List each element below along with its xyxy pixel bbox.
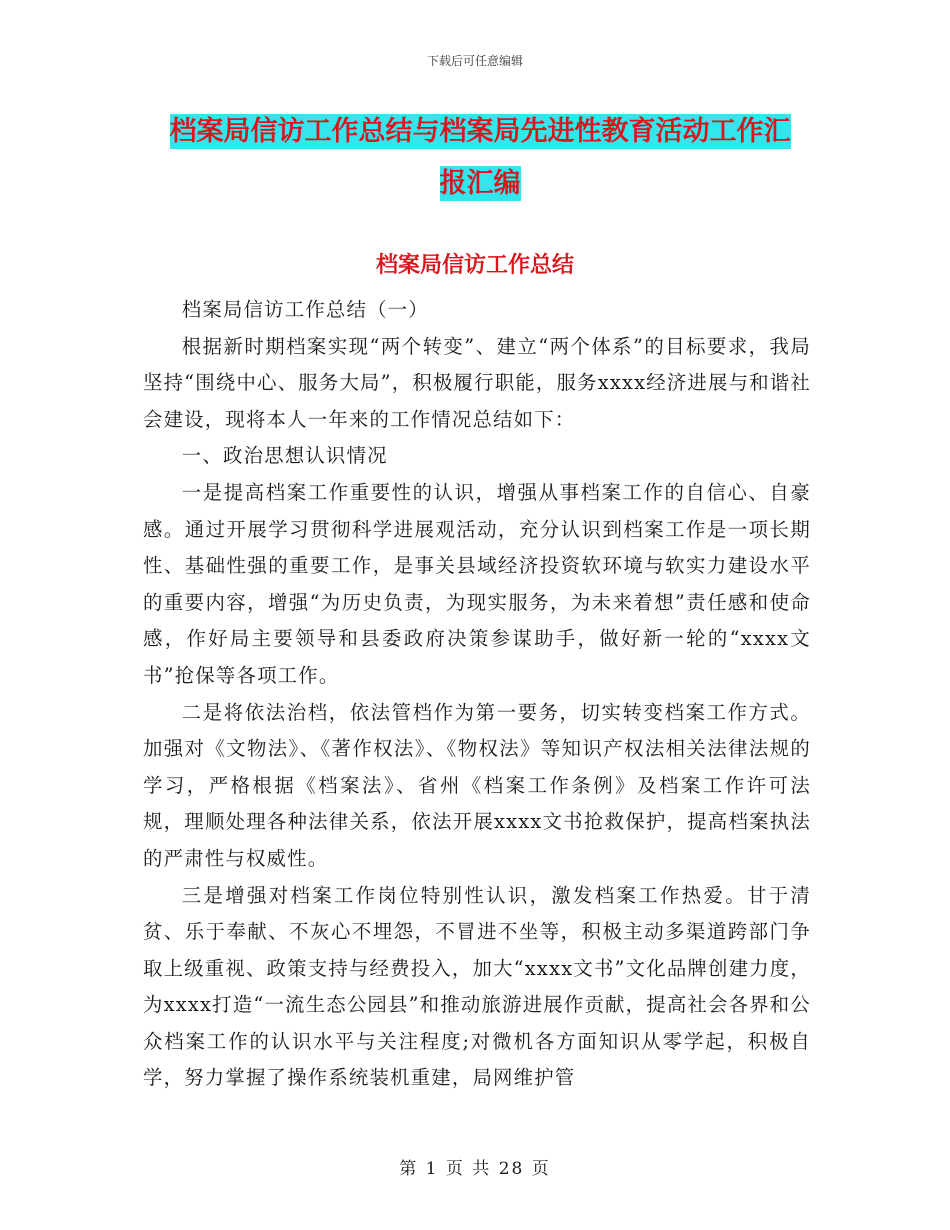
- document-body: [143, 292, 811, 1097]
- paragraph-point-one: 一是提高档案工作重要性的认识，增强从事档案工作的自信心、自豪感。通过开展学习贯彻科学进展观活动，充分认识到档案工作是一项长期性、基础性强的重要工作，是事关县域经济投资软环境与软实力建设水平的重要内容，增强“为历史负责，为现实服务，为未来着想”责任感和使命感，作好局主要领导和县委政府决策参谋助手，做好新一轮的“xxxx文书”抢保等各项工作。: [143, 480, 811, 687]
- section-title: 档案局信访工作总结: [375, 253, 574, 278]
- paragraph-point-two: 二是将依法治档，依法管档作为第一要务，切实转变档案工作方式。加强对《文物法》、《著作权法》、《物权法》等知识产权法相关法律法规的学习，严格根据《档案法》、省州《档案工作条例》及档案工作许可法规，理顺处理各种法律关系，依法开展xxxx文书抢救保护，提高档案执法的严肃性与权威性。: [143, 700, 811, 870]
- paragraph-intro: 根据新时期档案实现“两个转变”、建立“两个体系”的目标要求，我局坚持“围绕中心、服务大局”，积极履行职能，服务xxxx经济进展与和谐社会建设，现将本人一年来的工作情况总结如下：: [143, 334, 811, 431]
- title-line-2: 报汇编: [439, 168, 521, 199]
- paragraph-point-three: 三是增强对档案工作岗位特别性认识，激发档案工作热爱。甘于清贫、乐于奉献、不灰心不埋怨，不冒进不坐等，积极主动多渠道跨部门争取上级重视、政策支持与经费投入，加大“xxxx文书”文化品牌创建力度，为xxxx打造“一流生态公园县”和推动旅游进展作贡献，提高社会各界和公众档案工作的认识水平与关注程度;对微机各方面知识从零学起，积极自学，努力掌握了操作系统装机重建，局网维护管: [143, 883, 811, 1090]
- subheading-political: 一、政治思想认识情况: [181, 444, 388, 468]
- subheading-summary-one: 档案局信访工作总结（一）: [181, 298, 429, 321]
- title-line-1: 档案局信访工作总结与档案局先进性教育活动工作汇: [169, 116, 791, 147]
- page-number: 第 1 页 共 28 页: [399, 1159, 551, 1179]
- document-title: [140, 106, 820, 210]
- header-note: 下载后可任意编辑: [426, 54, 523, 68]
